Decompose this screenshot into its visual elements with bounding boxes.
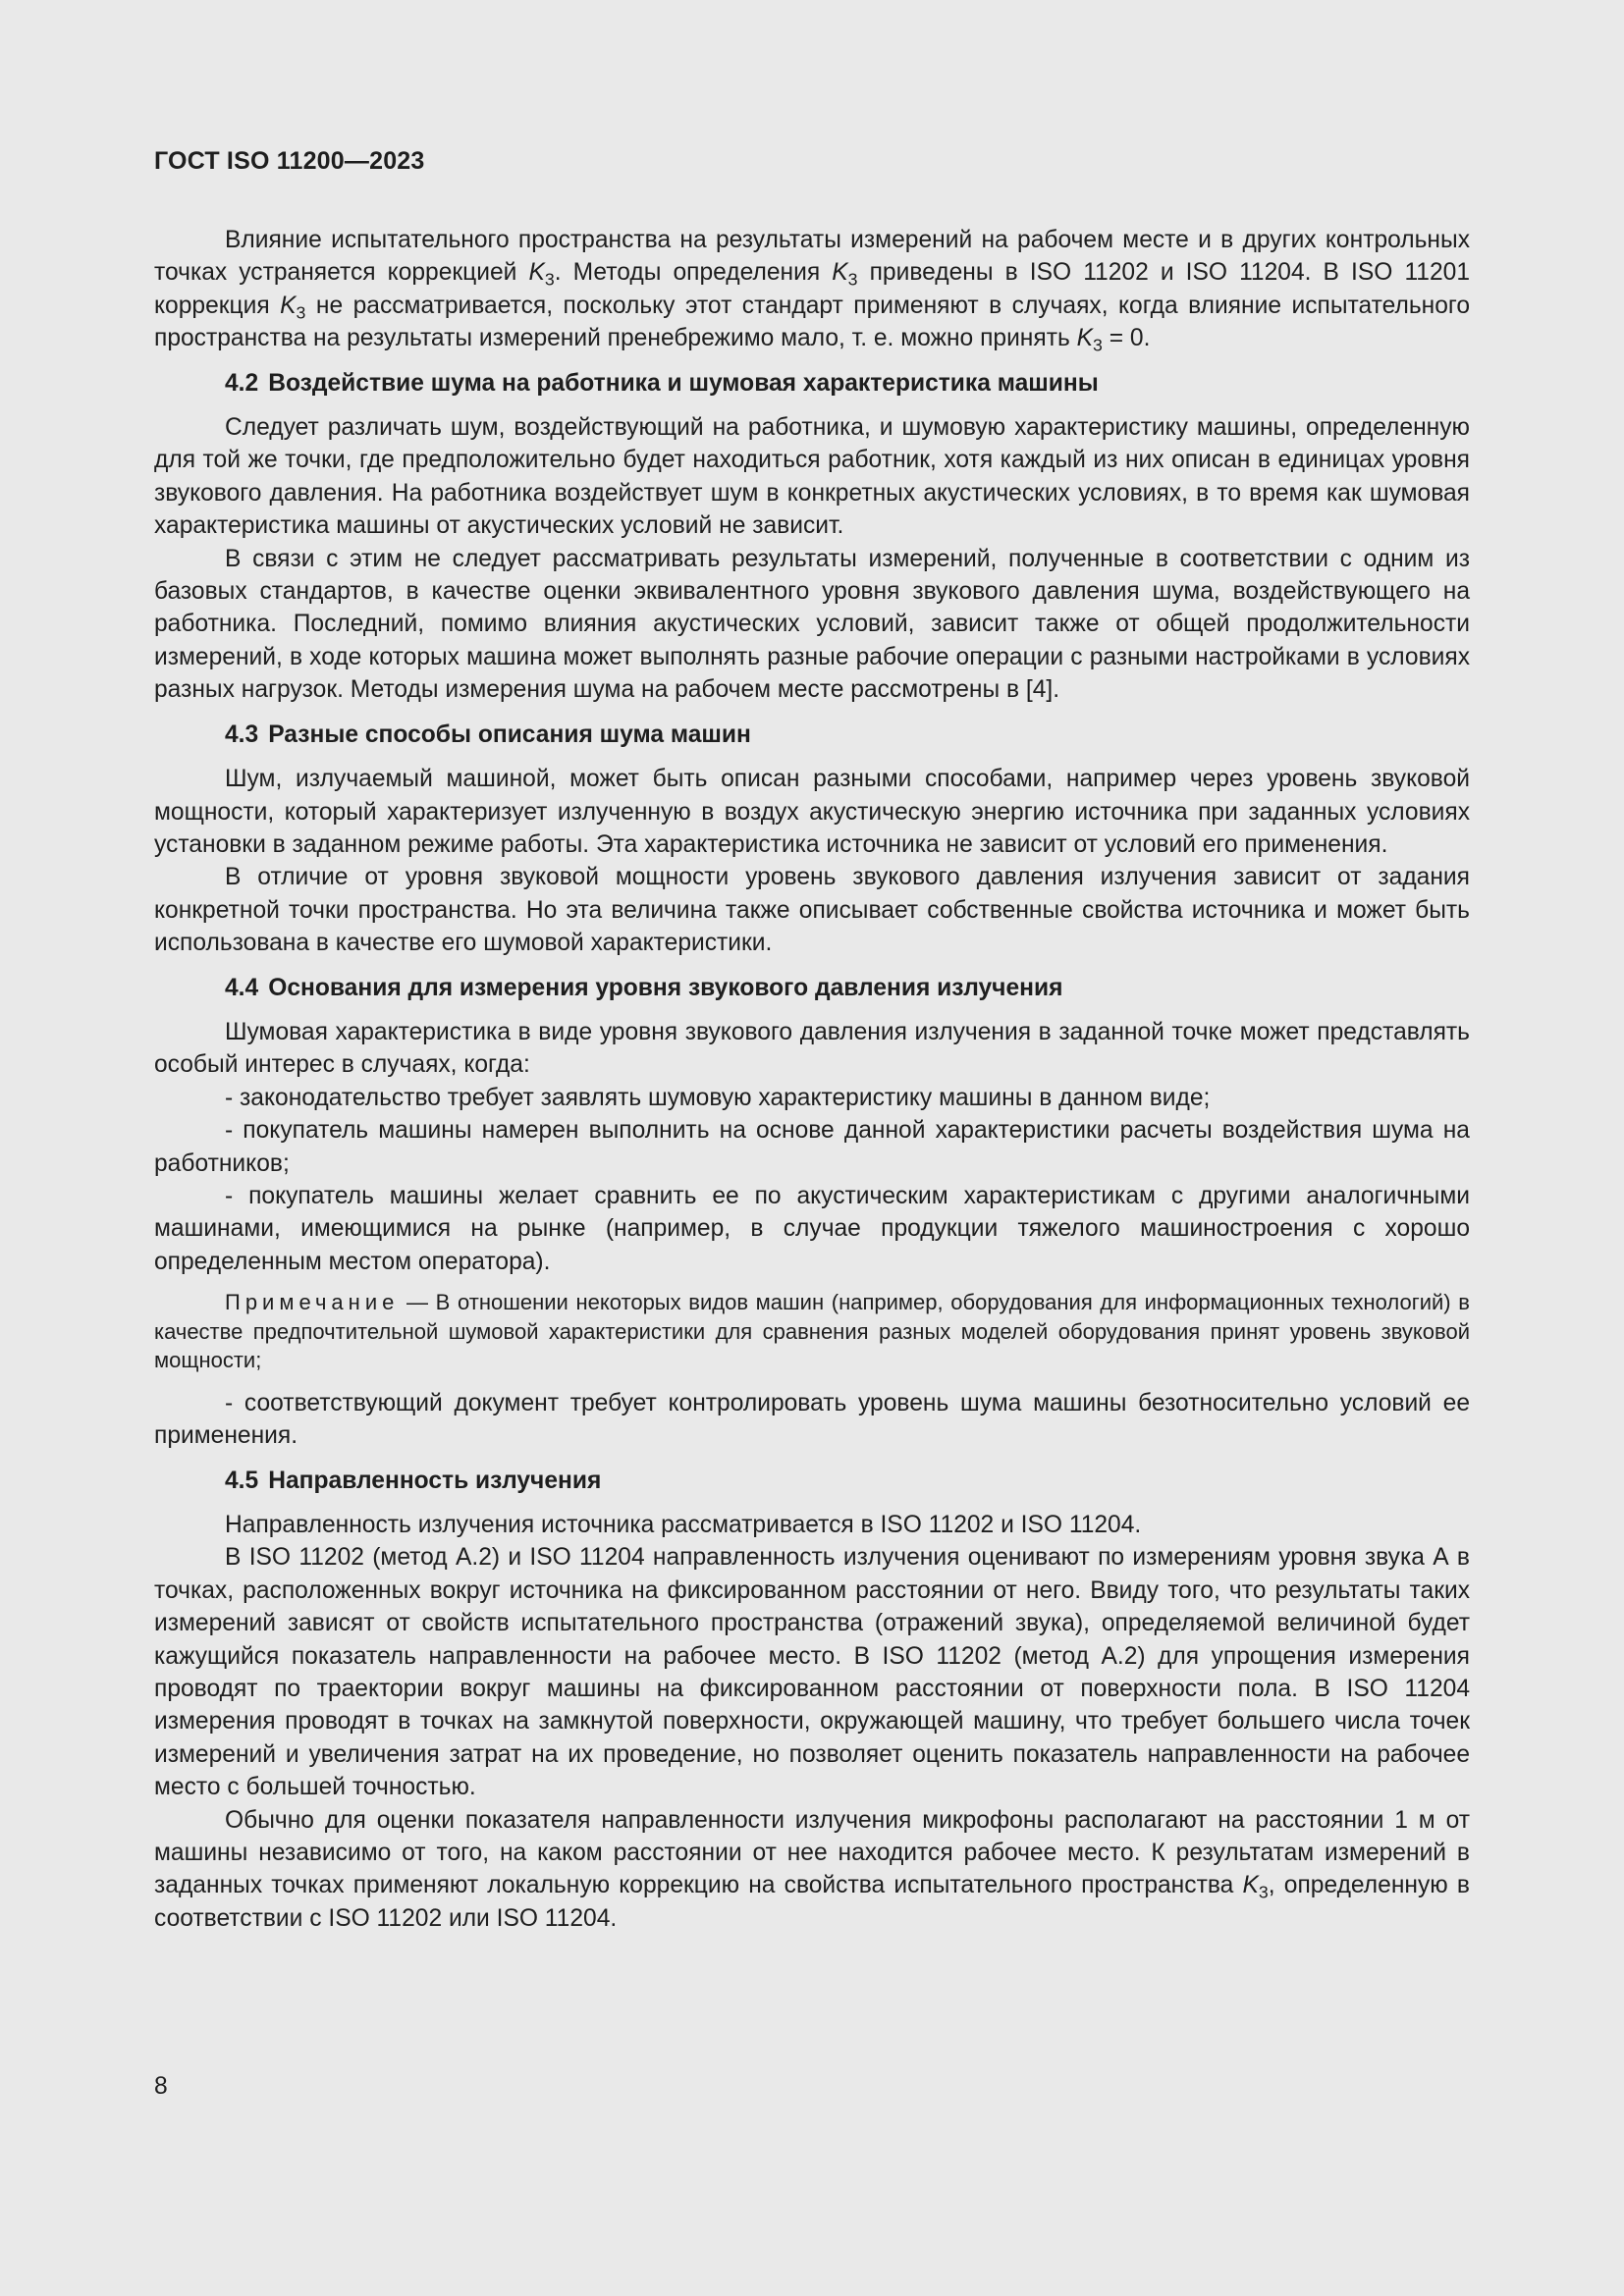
section-title: Основания для измерения уровня звукового давления излучения [268,974,1063,1001]
paragraph: В ISO 11202 (метод А.2) и ISO 11204 направленность излучения оценивают по измерениям уровня звука А в точках, расположенных вокруг источника на фиксированном расстоянии от него. Ввиду того, что результаты таких измерений зависят от свойств испытательного пространства (отражений звука), определяемой величиной будет кажущийся показатель направленности на рабочее место. В ISO 11202 (метод А.2) для упрощения измерения проводят по траектории вокруг машины на фиксированном расстоянии от поверхности пола. В ISO 11204 измерения проводят в точках на замкнутой поверхности, окружающей машину, что требует большего числа точек измерений и увеличения затрат на их проведение, но позволяет оценить показатель направленности на рабочее место с большей точностью. [154,1544,1470,1801]
k3-symbol: $K_3$ [280,292,306,323]
section-number: 4.4 [225,974,259,1001]
k3-symbol: $K_3$ [1242,1872,1269,1903]
list-item: - законодательство требует заявлять шумовую характеристику машины в данном виде; [225,1084,1211,1111]
section-heading-4-4 [154,972,1470,1004]
intro-paragraph [154,224,1470,355]
paragraph: Шумовая характеристика в виде уровня звукового давления излучения в заданной точке может представлять особый интерес в случаях, когда: [154,1018,1470,1079]
section-heading-4-2 [154,367,1470,400]
note-label: Примечание [225,1290,400,1315]
note [154,1288,1470,1375]
paragraph: Направленность излучения источника рассматривается в ISO 11202 и ISO 11204. [225,1511,1142,1538]
paragraph-text-a: Обычно для оценки показателя направленности излучения микрофоны располагают на расстоянии 1 м от машины независимо от того, на каком расстоянии от нее находится рабочее место. К результатам измерений в заданных точках применяют локальную коррекцию на свойства испытательного пространства [154,1806,1470,1899]
paragraph [154,1804,1470,1936]
intro-text-c: приведены в ISO 11202 и ISO 11204. В ISO 11201 коррекция [154,259,1471,319]
list-item: - покупатель машины намерен выполнить на основе данной характеристики расчеты воздействия шума на работников; [154,1117,1470,1177]
intro-text-e: = 0. [1102,325,1151,352]
paragraph: В связи с этим не следует рассматривать результаты измерений, полученные в соответствии с одним из базовых стандартов, в качестве оценки эквивалентного уровня звукового давления шума, воздействующего на работника. Последний, помимо влияния акустических условий, зависит также от общей продолжительности измерений, в ходе которых машина может выполнять разные рабочие операции с разными настройками в условиях разных нагрузок. Методы измерения шума на рабочем месте рассмотрены в [4]. [154,545,1470,704]
paragraph: Шум, излучаемый машиной, может быть описан разными способами, например через уровень звуковой мощности, который характеризует излученную в воздух акустическую энергию источника при заданных условиях установки в заданном режиме работы. Эта характеристика источника не зависит от условий его применения. [154,766,1470,858]
note-text: — В отношении некоторых видов машин (например, оборудования для информационных технологий) в качестве предпочтительной шумовой характеристики для сравнения разных моделей оборудования принят уровень звуковой мощности; [154,1290,1470,1373]
list-item: - соответствующий документ требует контролировать уровень шума машины безотносительно условий ее применения. [154,1389,1470,1450]
intro-text-a: Влияние испытательного пространства на результаты измерений на рабочем месте и в других контрольных точках устраняется коррекцией [154,227,1470,287]
k3-symbol: $K_3$ [1076,325,1103,355]
section-title: Направленность излучения [268,1467,602,1494]
section-heading-4-5 [154,1465,1470,1497]
section-title: Воздействие шума на работника и шумовая характеристика машины [268,369,1099,397]
section-number: 4.3 [225,721,259,748]
section-heading-4-3 [154,719,1470,751]
paragraph: В отличие от уровня звуковой мощности уровень звукового давления излучения зависит от задания конкретной точки пространства. Но эта величина также описывает собственные свойства источника и может быть использована в качестве его шумовой характеристики. [154,864,1470,957]
k3-symbol: $K_3$ [832,259,858,291]
intro-text-b: . Методы определения [554,259,833,287]
k3-symbol: $K_3$ [528,259,555,291]
page-number: 8 [154,2073,168,2100]
paragraph: Следует различать шум, воздействующий на работника, и шумовую характеристику машины, определенную для той же точки, где предположительно будет находиться работник, хотя каждый из них описан в единицах уровня звукового давления. На работника воздействует шум в конкретных акустических условиях, в то время как шумовая характеристика машины от акустических условий не зависит. [154,414,1470,540]
paragraph-text-b: , определенную в соответствии с ISO 11202 или ISO 11204. [154,1872,1470,1932]
list-item: - покупатель машины желает сравнить ее по акустическим характеристикам с другими аналогичными машинами, имеющимися на рынке (например, в случае продукции тяжелого машиностроения с хорошо определенным местом оператора). [154,1182,1470,1275]
section-title: Разные способы описания шума машин [268,721,751,748]
intro-text-d: не рассматривается, поскольку этот стандарт применяют в случаях, когда влияние испытательного пространства на результаты измерений пренебрежимо мало, т. е. можно принять [154,292,1470,352]
section-number: 4.2 [225,369,259,397]
section-number: 4.5 [225,1467,259,1494]
document-body [154,224,1470,1935]
document-header: ГОСТ ISO 11200—2023 [154,147,425,175]
